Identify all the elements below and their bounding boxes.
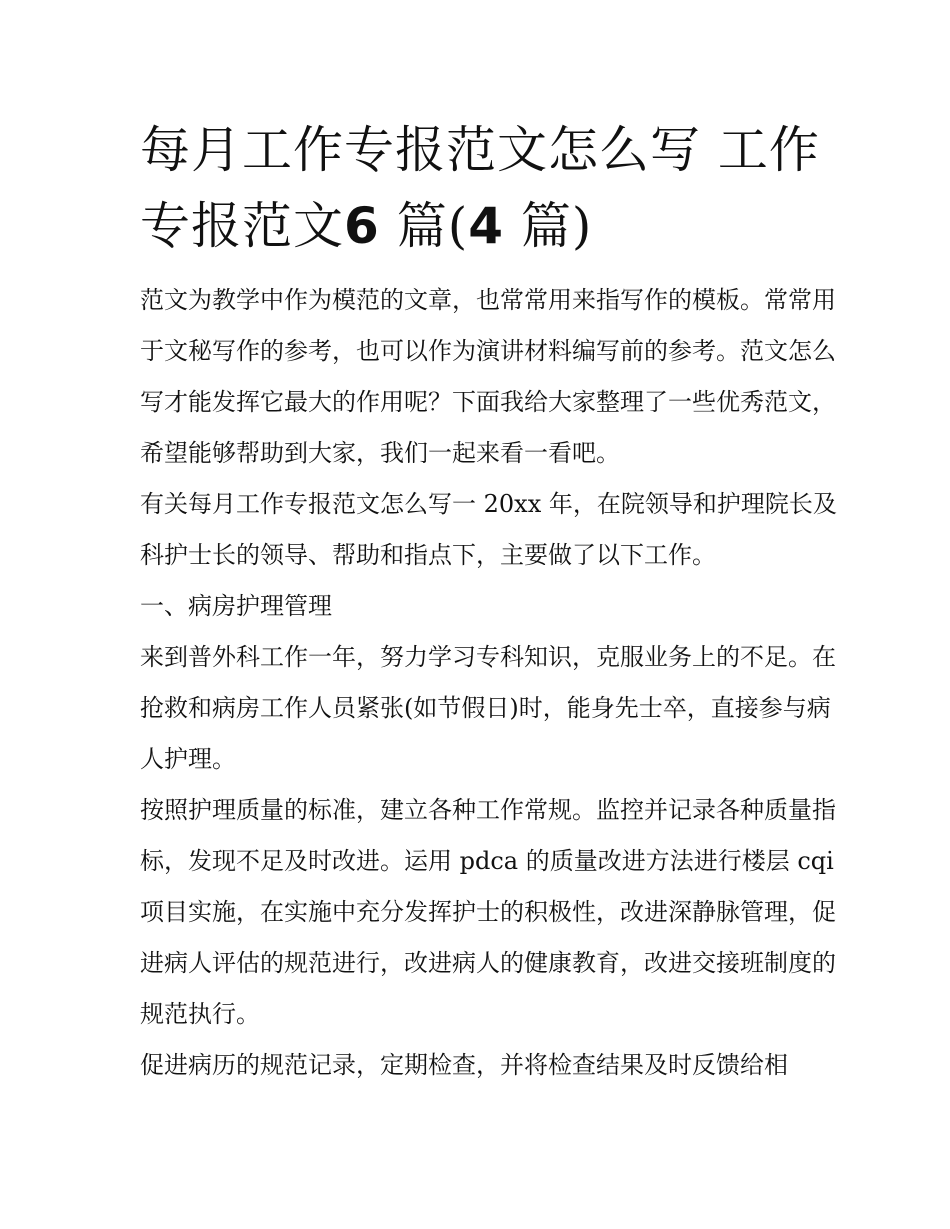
document-title: [140, 112, 840, 264]
title-count-sub: 4: [468, 197, 504, 255]
title-line-1: 每月工作专报范文怎么写 工作: [140, 121, 820, 179]
paragraph-summary: 有关每月工作专报范文怎么写一 20xx 年，在院领导和护理院长及科护士长的领导、帮助和指点下，主要做了以下工作。: [140, 490, 837, 569]
title-line-2-text-c: 篇): [504, 197, 593, 255]
title-line-2: [140, 197, 592, 255]
paragraph-records: 促进病历的规范记录，定期检查，并将检查结果及时反馈给相: [140, 1051, 788, 1079]
document-body: [140, 275, 840, 1091]
title-line-2-text: 专报范文: [140, 197, 344, 255]
paragraph-intro: 范文为教学中作为模范的文章，也常常用来指写作的模板。常常用于文秘写作的参考，也可以作为演讲材料编写前的参考。范文怎么写才能发挥它最大的作用呢？下面我给大家整理了一些优秀范文，希望能够帮助到大家，我们一起来看一看吧。: [140, 286, 836, 467]
title-count: 6: [344, 197, 380, 255]
title-line-2-text-b: 篇(: [379, 197, 469, 255]
paragraph-quality: 按照护理质量的标准，建立各种工作常规。监控并记录各种质量指标，发现不足及时改进。运用 pdca 的质量改进方法进行楼层 cqi 项目实施，在实施中充分发挥护士的积极性，改进深静脉管理，促进病人评估的规范进行，改进病人的健康教育，改进交接班制度的规范执行。: [140, 796, 836, 1028]
paragraph-ward-work: 来到普外科工作一年，努力学习专科知识，克服业务上的不足。在抢救和病房工作人员紧张(如节假日)时，能身先士卒，直接参与病人护理。: [140, 643, 836, 773]
section-heading: 一、病房护理管理: [140, 592, 332, 620]
